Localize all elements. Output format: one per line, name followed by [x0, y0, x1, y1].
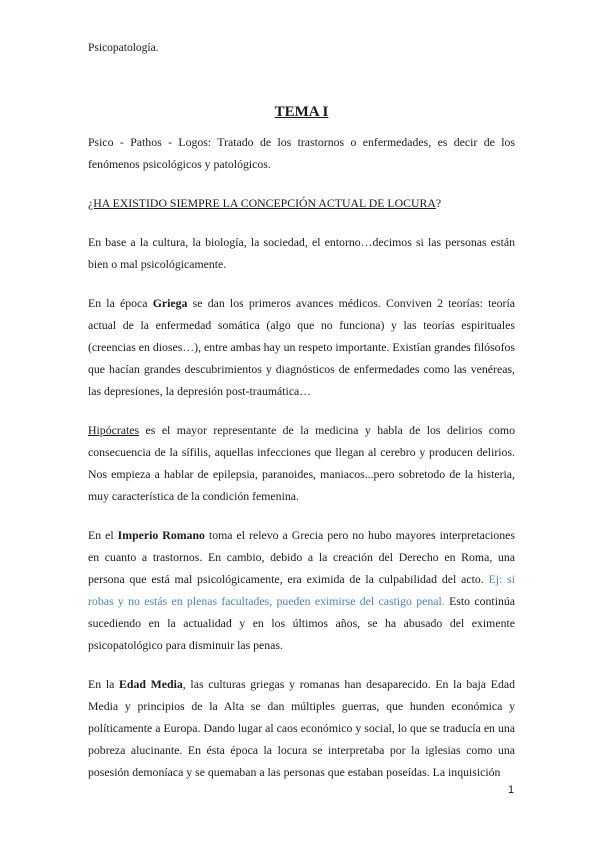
text-span: Esto continúa sucediendo en la actualidad y en los últimos años, se ha abusado del eximente psicopatológico para disminuir las penas.	[88, 594, 516, 652]
bold-term-imperio-romano: Imperio Romano	[117, 528, 205, 542]
text-span: En la época	[88, 296, 153, 310]
paragraph-question	[88, 192, 515, 214]
question-text: ¿HA EXISTIDO SIEMPRE LA CONCEPCIÓN ACTUAL DE LOCURA	[88, 196, 436, 210]
text-span: es el mayor representante de la medicina y habla de los delirios como consecuencia de la sífilis, aquellas infecciones que llegan al cerebro y producen delirios. Nos empieza a hablar de epilepsia, paranoides, maniacos...pero sobretodo de la histeria, muy característica de la condición femenina.	[88, 423, 515, 503]
underlined-term-hipocrates: Hipócrates	[88, 423, 140, 437]
text-span: se dan los primeros avances médicos. Conviven 2 teorías: teoría actual de la enfermedad somática (algo que no funciona) y las teorías espirituales (creencias en dioses…), entre ambas hay un respeto importante. Existían grandes filósofos que hacían grandes descubrimientos y diagnósticos de enfermedades como las venéreas, las depresiones, la depresión post-traumática…	[88, 296, 515, 398]
document-title: TEMA I	[274, 104, 329, 120]
paragraph-middle-ages	[88, 673, 515, 783]
text-span: En la	[88, 677, 120, 691]
text-span: toma el relevo a Grecia pero no hubo mayores interpretaciones en cuanto a trastornos. En cambio, debido a la creación del Derecho en Roma, una persona que está mal psicológicamente, era eximida de la culpabilidad del acto.	[88, 528, 515, 586]
text-span: , las culturas griegas y romanas han desaparecido. En la baja Edad Media y principios de la Alta se dan múltiples guerras, que hunden económica y políticamente a Europa. Dando lugar al caos económico y social, lo que se traducía en una pobreza alucinante. En ésta época la locura se interpretaba por la iglesias como una posesión demoníaca y se quemaban a las personas que estaban poseídas. La inquisición	[88, 677, 515, 779]
bold-term-griega: Griega	[152, 296, 188, 310]
paragraph-definition: Psico - Pathos - Logos: Tratado de los trastornos o enfermedades, es decir de los fenómenos psicológicos y patológicos.	[88, 135, 515, 171]
paragraph-hippocrates	[88, 419, 515, 507]
question-mark: ?	[435, 196, 442, 210]
bold-term-edad-media: Edad Media	[119, 677, 183, 691]
paragraph-greek	[88, 292, 515, 402]
page-number: 1	[508, 784, 515, 796]
text-span: En el	[88, 528, 118, 542]
document-body	[88, 104, 515, 800]
paragraph-roman	[88, 524, 515, 656]
paragraph-culture: En base a la cultura, la biología, la sociedad, el entorno…decimos si las personas están bien o mal psicológicamente.	[88, 235, 515, 271]
example-note: Ej: si robas y no estás en plenas facultades, pueden eximirse del castigo penal.	[88, 572, 515, 608]
page-header: Psicopatología.	[88, 42, 159, 54]
